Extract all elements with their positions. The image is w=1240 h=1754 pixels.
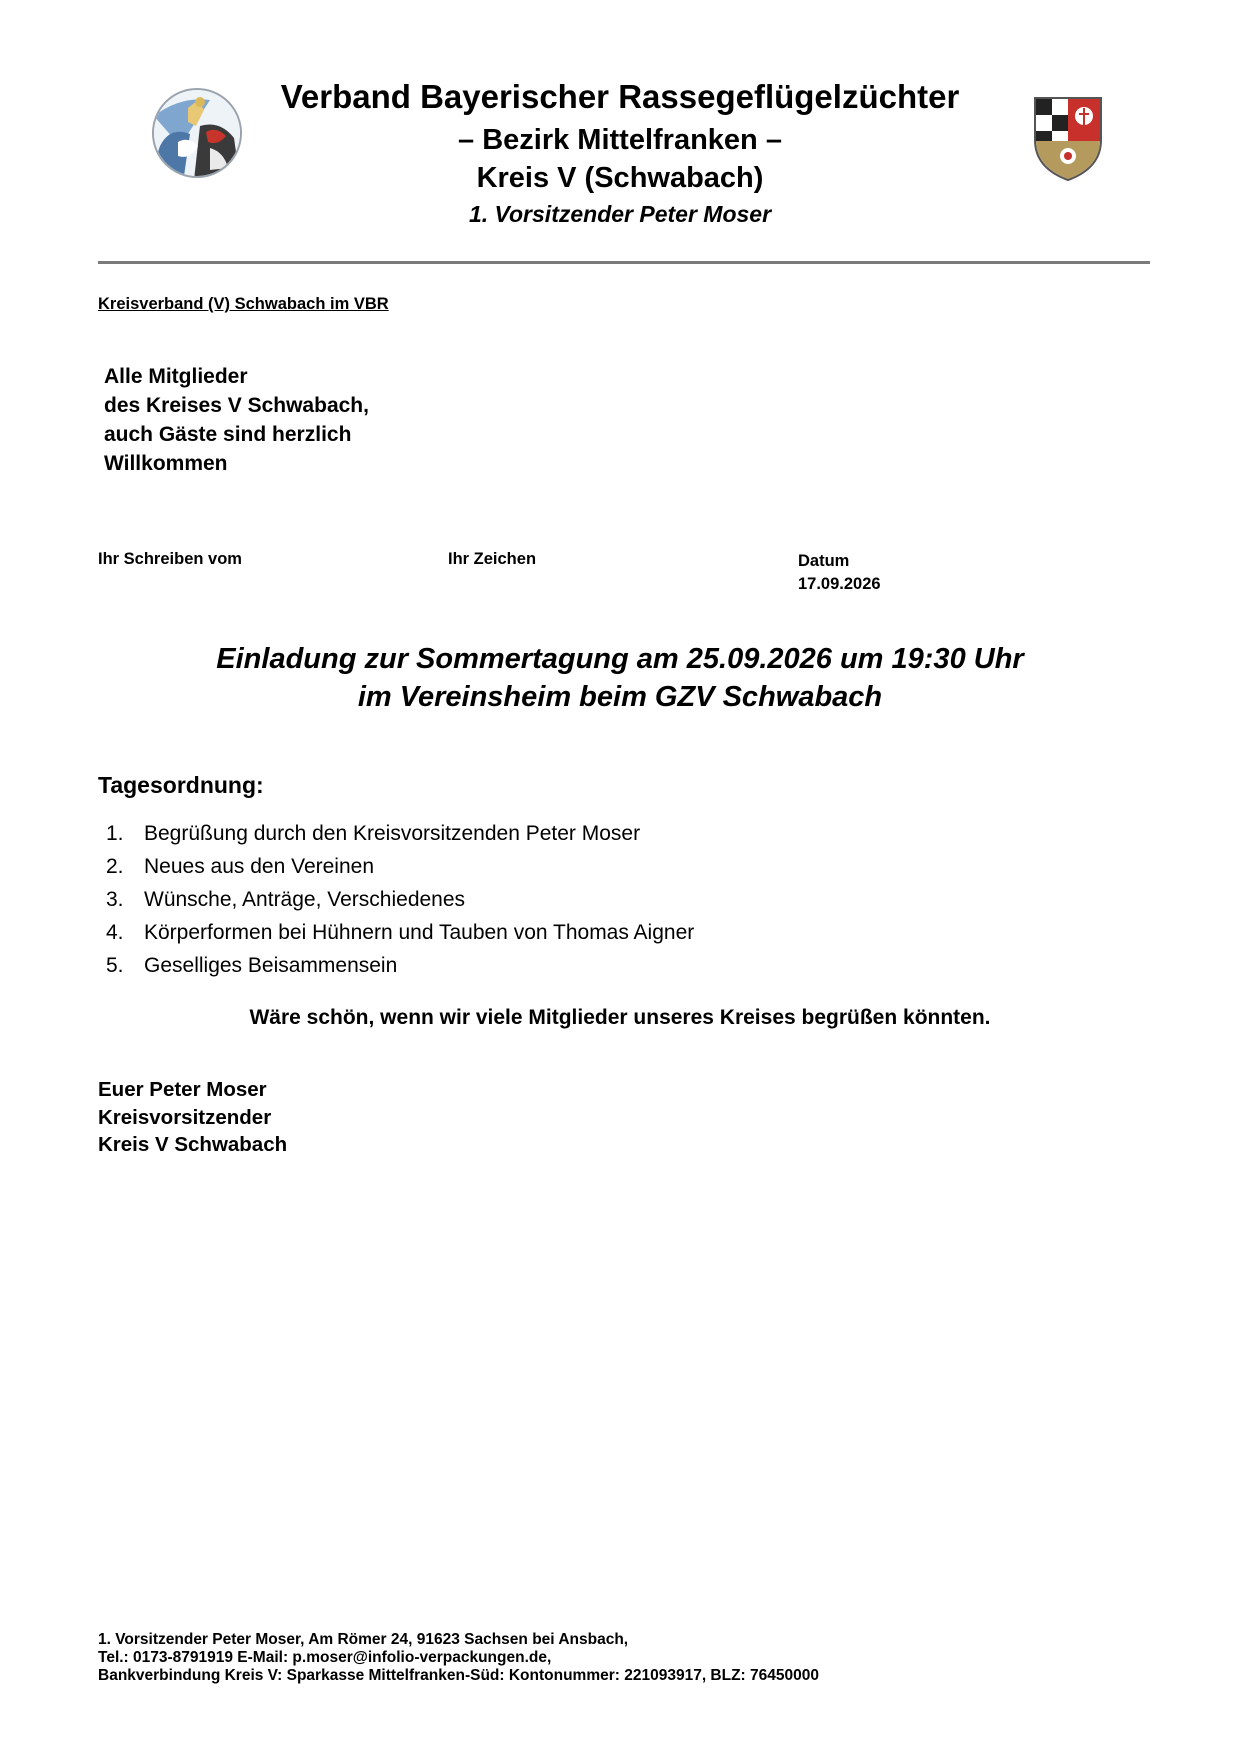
date-label: Datum xyxy=(798,552,850,570)
headline-line: Einladung zur Sommertagung am 25.09.2026 um 19:30 Uhr xyxy=(216,643,1024,675)
agenda-item xyxy=(106,850,694,883)
date-value: 17.09.2026 xyxy=(798,575,881,593)
header-divider xyxy=(98,261,1150,264)
agenda-text: Wünsche, Anträge, Verschiedenes xyxy=(144,888,466,911)
agenda-text: Körperformen bei Hühnern und Tauben von Thomas Aigner xyxy=(144,921,695,944)
agenda-item xyxy=(106,883,694,916)
headline-line: im Vereinsheim beim GZV Schwabach xyxy=(357,681,883,713)
agenda-item xyxy=(106,817,694,850)
recipient-line: auch Gäste sind herzlich xyxy=(104,423,352,446)
agenda-title: Tagesordnung: xyxy=(98,772,264,798)
date-block xyxy=(798,550,881,596)
signature-line: Kreisvorsitzender xyxy=(98,1105,272,1129)
recipient-line: Alle Mitglieder xyxy=(104,365,248,388)
agenda-number: 4. xyxy=(106,921,124,944)
county-subtitle: Kreis V (Schwabach) xyxy=(476,162,764,194)
agenda-number: 2. xyxy=(106,855,124,878)
recipient-line: Willkommen xyxy=(104,452,228,475)
letter-footer xyxy=(98,1631,819,1685)
signature-block xyxy=(98,1076,287,1159)
agenda-text: Geselliges Beisammensein xyxy=(144,954,398,977)
agenda-item xyxy=(106,916,694,949)
agenda-number: 5. xyxy=(106,954,124,977)
agenda-text: Neues aus den Vereinen xyxy=(144,855,375,878)
sign-label: Ihr Zeichen xyxy=(448,550,537,568)
invitation-headline xyxy=(0,640,1240,716)
signature-line: Kreis V Schwabach xyxy=(98,1133,288,1156)
association-title: Verband Bayerischer Rassegeflügelzüchter xyxy=(280,78,960,115)
agenda-number: 1. xyxy=(106,822,124,845)
agenda-item xyxy=(106,949,694,982)
recipient-block xyxy=(104,362,369,478)
district-subtitle: – Bezirk Mittelfranken – xyxy=(458,124,782,156)
chairman-subtitle: 1. Vorsitzender Peter Moser xyxy=(468,201,772,227)
recipient-line: des Kreises V Schwabach, xyxy=(104,394,369,417)
reference-label: Ihr Schreiben vom xyxy=(98,550,242,568)
footer-bank: Bankverbindung Kreis V: Sparkasse Mittelfranken-Süd: Kontonummer: 221093917, BLZ: 76450000 xyxy=(98,1667,819,1684)
footer-contact: Tel.: 0173-8791919 E-Mail: p.moser@infolio-verpackungen.de, xyxy=(98,1649,552,1666)
signature-line: Euer Peter Moser xyxy=(98,1078,267,1101)
sender-line: Kreisverband (V) Schwabach im VBR xyxy=(98,295,389,313)
footer-address: 1. Vorsitzender Peter Moser, Am Römer 24, 91623 Sachsen bei Ansbach, xyxy=(98,1631,629,1648)
agenda-list xyxy=(106,817,694,982)
agenda-number: 3. xyxy=(106,888,124,911)
coat-of-arms-icon xyxy=(1031,94,1105,182)
closing-sentence: Wäre schön, wenn wir viele Mitglieder unseres Kreises begrüßen könnten. xyxy=(249,1006,991,1029)
agenda-text: Begrüßung durch den Kreisvorsitzenden Peter Moser xyxy=(144,822,641,845)
